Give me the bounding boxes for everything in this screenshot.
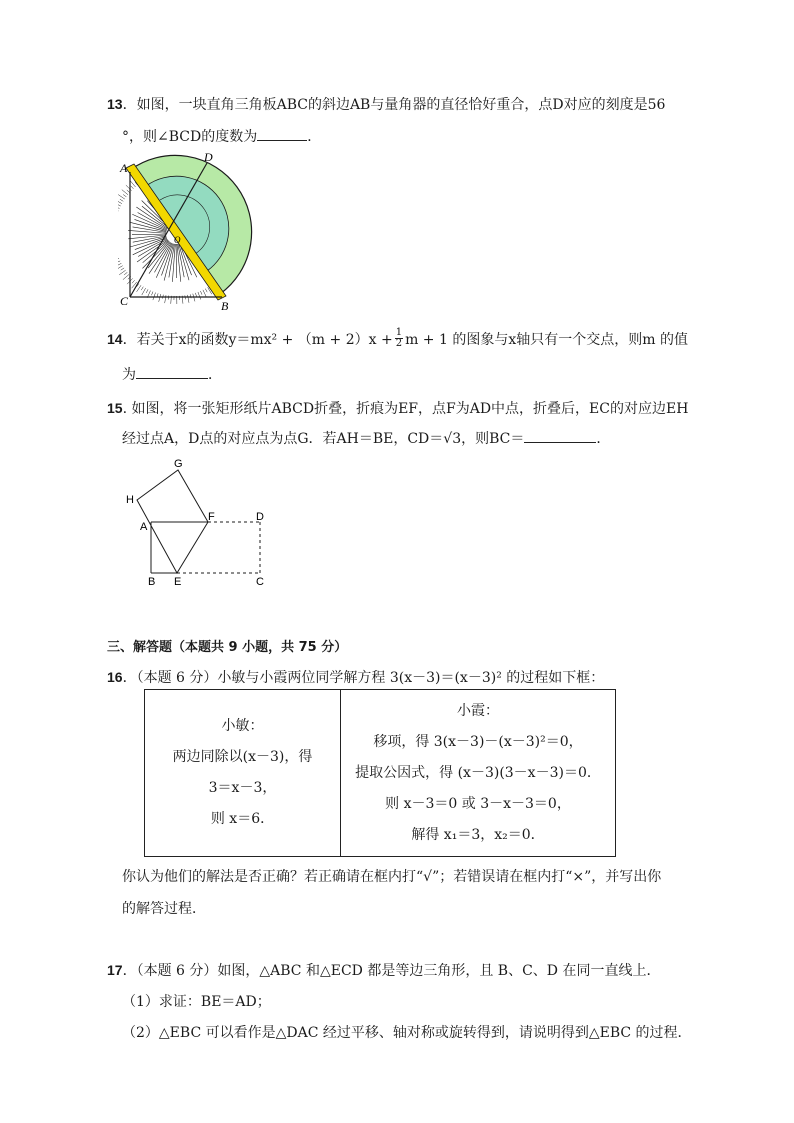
- q13-end: ．: [307, 129, 322, 145]
- label-f: F: [208, 511, 215, 523]
- label-d: D: [204, 150, 213, 164]
- label-c: C: [256, 576, 264, 588]
- section-title: 三、解答题（本题共 9 小题，共 75 分）: [107, 640, 348, 655]
- protractor-tick: [135, 238, 167, 250]
- q16-number: 16: [107, 669, 123, 685]
- protractor-tick: [134, 219, 166, 230]
- protractor-scale-tick: [146, 289, 148, 293]
- q13-line2: [122, 126, 321, 146]
- label-a: A: [140, 521, 148, 533]
- protractor-scale-tick: [203, 290, 206, 297]
- q15-text1: . 如图，将一张矩形纸片ABCD折叠，折痕为EF，点F为AD中点，折叠后，EC的对应边EH: [122, 401, 689, 417]
- q14-end: ．: [208, 367, 222, 383]
- q13-figure: [118, 150, 268, 312]
- xiaoxia-line: 移项，得 3(x－3)－(x－3)²＝0，: [373, 733, 583, 750]
- protractor-scale-tick: [118, 258, 119, 260]
- q15-line2: [122, 428, 610, 448]
- label-o: O: [174, 235, 181, 245]
- protractor-scale-tick: [127, 190, 130, 193]
- q14-text3: 为: [122, 367, 136, 383]
- q15-answer-blank[interactable]: [524, 428, 596, 443]
- protractor-scale-tick: [141, 287, 143, 290]
- solution-table: [144, 689, 616, 857]
- protractor-scale-tick: [118, 263, 121, 265]
- protractor-tick: [161, 243, 172, 275]
- protractor-scale-tick: [188, 295, 189, 303]
- q16-after-line2: 的解答过程．: [122, 901, 206, 917]
- xiaomin-line: 3＝x－3，: [208, 780, 277, 796]
- protractor-scale-tick: [118, 261, 120, 264]
- label-e: E: [174, 576, 182, 588]
- protractor-scale-tick: [165, 295, 166, 303]
- protractor-tick: [169, 244, 174, 278]
- protractor-tick: [128, 230, 166, 233]
- q14-line2: [122, 364, 222, 384]
- q16-after-line1: 你认为他们的解法是否正确？若正确请在框内打“√”；若错误请在框内打“×”，并写出你: [122, 869, 662, 885]
- q17-part1: （1）求证：BE＝AD；: [122, 994, 271, 1010]
- protractor-scale-tick: [131, 186, 134, 189]
- label-c: C: [120, 294, 129, 308]
- q13-text1: ．如图，一块直角三角板ABC的斜边AB与量角器的直径恰好重合，点D对应的刻度是56: [122, 97, 666, 113]
- label-g: G: [174, 458, 183, 470]
- q17-part2: （2）△EBC 可以看作是△DAC 经过平移、轴对称或旋转得到，请说明得到△EBC 的过程．: [122, 1025, 692, 1041]
- protractor-tick: [172, 244, 175, 282]
- label-a: A: [120, 161, 128, 175]
- protractor-tick: [133, 227, 167, 232]
- q15-end: ．: [596, 431, 611, 447]
- q13-line1: [107, 94, 665, 114]
- q13-answer-blank[interactable]: [257, 126, 307, 141]
- q14-line1: [107, 328, 688, 349]
- protractor-scale-tick: [120, 199, 123, 201]
- protractor-scale-tick: [121, 268, 124, 270]
- xiaoxia-line: 则 x－3＝0 或 3－x－3＝0，: [385, 795, 571, 812]
- protractor-scale-tick: [132, 280, 135, 283]
- protractor-scale-tick: [118, 204, 121, 206]
- q14-text1: ．若关于x的函数y＝mx² + （m + 2）x +: [122, 331, 393, 348]
- protractor-scale-tick: [118, 205, 119, 208]
- q13-text2: °，则∠BCD的度数为: [122, 129, 258, 145]
- q17-text: ．（本题 6 分）如图，△ABC 和△ECD 都是等边三角形，且 B、C、D 在同一直线上．: [122, 963, 661, 979]
- q16-text: ．（本题 6 分）小敏与小霞两位同学解方程 3(x－3)＝(x－3)² 的过程如下框：: [122, 670, 605, 686]
- label-h: H: [126, 494, 134, 506]
- q13-number: 13: [107, 96, 123, 112]
- label-b: B: [148, 576, 156, 588]
- q14-answer-blank[interactable]: [136, 364, 208, 379]
- frac-denominator: 2: [395, 338, 403, 349]
- protractor-scale-tick: [153, 293, 156, 301]
- q14-number: 14: [107, 330, 123, 347]
- protractor-scale-tick: [195, 293, 196, 297]
- q15-figure: [120, 458, 280, 588]
- xiaomin-line: 两边同除以(x－3)，得: [172, 749, 313, 765]
- xiaoxia-line: 小霞：: [457, 702, 499, 719]
- protractor-scale-tick: [124, 272, 127, 274]
- xiaoxia-line: 解得 x₁＝3，x₂＝0．: [411, 826, 545, 843]
- protractor-scale-tick: [190, 294, 191, 298]
- q14-fraction: [395, 328, 403, 349]
- label-d: D: [256, 511, 264, 523]
- protractor-scale-tick: [200, 291, 202, 295]
- protractor-scale-tick: [205, 289, 207, 293]
- q16-line: [107, 667, 604, 687]
- q17-number: 17: [107, 962, 123, 978]
- q15-number: 15: [107, 400, 123, 416]
- protractor-scale-tick: [151, 292, 152, 296]
- xiaomin-cell[interactable]: [145, 690, 341, 857]
- q14-text2: m + 1 的图象与x轴只有一个交点，则m 的值: [405, 331, 688, 348]
- protractor-scale-tick: [123, 194, 126, 196]
- q15-line1: [107, 398, 688, 418]
- label-b: B: [221, 299, 229, 312]
- q17-line: [107, 960, 660, 980]
- frac-numerator: 1: [395, 327, 403, 338]
- protractor-scale-tick: [142, 288, 146, 295]
- q15-text2: 经过点A，D点的对应点为点G．若AH＝BE，CD＝√3，则BC＝: [122, 431, 525, 447]
- xiaoxia-line: 提取公因式，得 (x－3)(3－x－3)＝0．: [355, 764, 601, 781]
- xiaoxia-cell[interactable]: [341, 690, 616, 857]
- protractor-scale-tick: [198, 292, 201, 299]
- xiaomin-line: 则 x＝6．: [210, 811, 275, 827]
- xiaomin-line: 小敏：: [221, 718, 264, 734]
- protractor-scale-tick: [159, 294, 161, 302]
